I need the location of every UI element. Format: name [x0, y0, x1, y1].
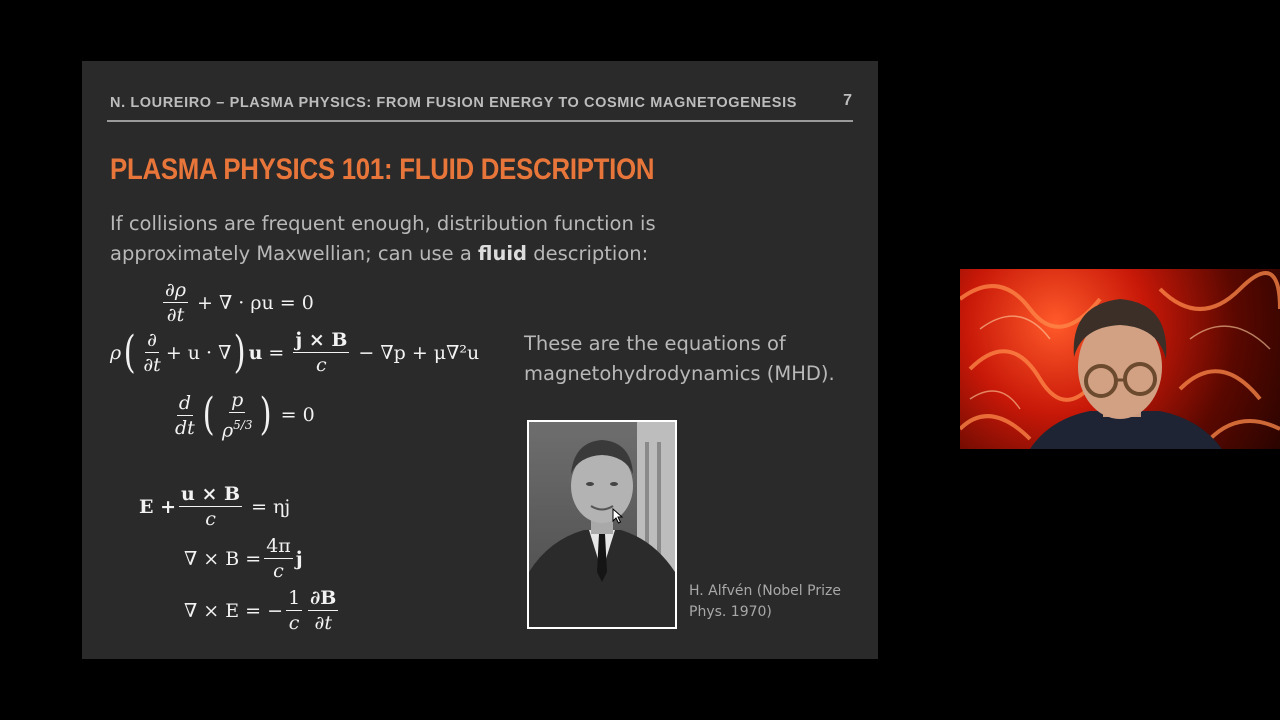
- slide-title: PLASMA PHYSICS 101: FLUID DESCRIPTION: [110, 153, 655, 186]
- header-divider: [107, 120, 853, 122]
- photo-caption: H. Alfvén (Nobel Prize Phys. 1970): [689, 583, 841, 620]
- mouse-pointer-icon: [612, 508, 624, 524]
- alfven-portrait-photo: [527, 420, 677, 629]
- intro-text: [110, 209, 730, 269]
- drho-dt-fraction: $\frac{\partial\rho}{\partial t}$: [165, 279, 186, 326]
- mhd-note-text: These are the equations of magnetohydrodynamics (MHD).: [524, 332, 835, 385]
- energy-equation: $\frac{d}{dt}$ ( $\frac{p}{\rho^{5/3}}$ ) = 0: [175, 389, 315, 442]
- continuity-equation: $\frac{\partial\rho}{\partial t}$ + ∇ · ρu = 0: [165, 279, 314, 326]
- presentation-slide: [82, 61, 878, 659]
- slide-header: N. LOUREIRO – PLASMA PHYSICS: FROM FUSION ENERGY TO COSMIC MAGNETOGENESIS: [110, 95, 797, 111]
- momentum-equation: ρ ( $\frac{\partial}{\partial t}$ + u · ∇ ) u = $\frac{j \times B}{c}$ − ∇p + μ∇²u: [110, 326, 480, 378]
- slide-page-number: 7: [843, 92, 852, 109]
- intro-text-before: If collisions are frequent enough, distribution function is approximately Maxwellian; can use a: [110, 212, 656, 265]
- ohm-law-equation: E + $\frac{u \times B}{c}$ = ηj: [139, 483, 291, 530]
- speaker-webcam-video: [960, 269, 1280, 449]
- faraday-law-equation: ∇ × E = − $\frac{1}{c}$ $\frac{\partial B}{\partial t}$: [184, 587, 337, 634]
- ampere-law-equation: ∇ × B = $\frac{4\pi}{c}$ j: [184, 535, 303, 582]
- intro-text-after: description:: [527, 242, 649, 265]
- intro-text-emphasis: fluid: [478, 242, 527, 265]
